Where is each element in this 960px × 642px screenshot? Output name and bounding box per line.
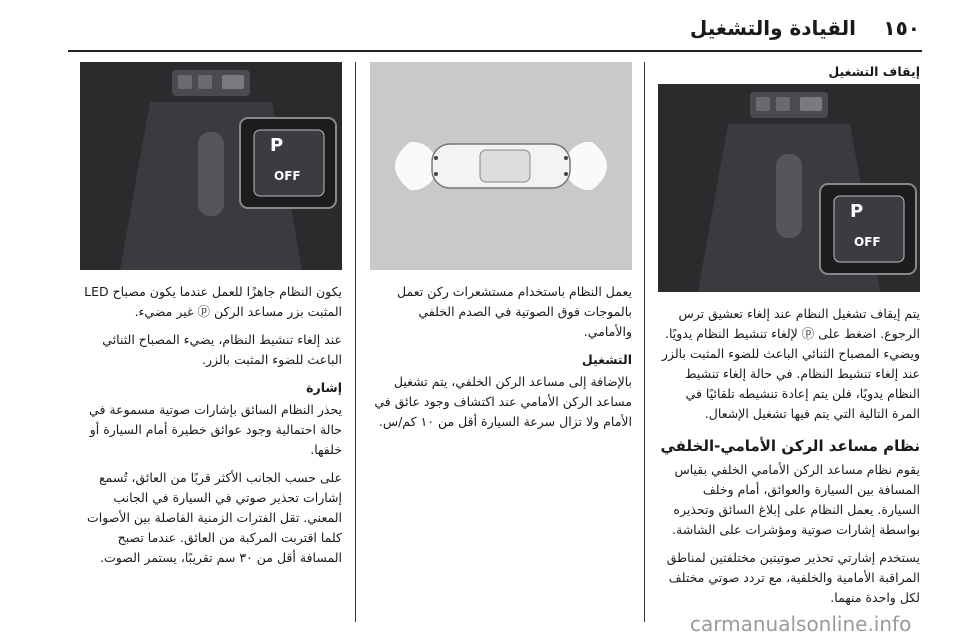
paragraph: عند إلغاء تنشيط النظام، يضيء المصباح الثنائي الباعث للضوء المثبت بالزر. bbox=[102, 332, 342, 367]
console-illustration bbox=[658, 84, 920, 292]
parking-button-photo bbox=[658, 84, 920, 292]
paragraph: يقوم نظام مساعد الركن الأمامي الخلفي بقياس المسافة بين السيارة والعوائق، أمام وخلف السيارة. يعمل النظام على إبلاغ السائق وتحذيره بواسطة إشارات صوتية ومؤشرات على الشاشة. bbox=[672, 462, 920, 537]
p-button-letter: P bbox=[850, 201, 864, 222]
page-number: ١٥٠ bbox=[883, 16, 920, 40]
off-button-label: OFF bbox=[854, 235, 881, 249]
console-illustration bbox=[80, 62, 342, 270]
paragraph: يحذر النظام السائق بإشارات صوتية مسموعة في حالة احتمالية وجود عوائق خطيرة أمام السيارة أو خلفها. bbox=[89, 402, 342, 457]
paragraph: بالإضافة إلى مساعد الركن الخلفي، يتم تشغيل مساعد الركن الأمامي عند اكتشاف وجود عائق في الأمام ولا تزال سرعة السيارة أقل من ١٠ كم/س. bbox=[374, 374, 632, 429]
watermark: carmanualsonline.info bbox=[690, 612, 912, 636]
paragraph: يتم إيقاف تشغيل النظام عند إلغاء تعشيق ترس الرجوع. اضغط على ⓟ لإلغاء تنشيط النظام يدويًا. ويضيء المصباح الثنائي الباعث للضوء المثبت بالزر عند إلغاء تنشيط النظام. في حالة إلغاء تنشيط النظام يدويًا، فلن يتم إعادة تنشيطه تلقائيًا في المرة التالية التي يتم فيها تشغيل الإشعال. bbox=[661, 306, 920, 421]
column-left bbox=[80, 62, 342, 576]
paragraph: على حسب الجانب الأكثر قربًا من العائق، تُسمع إشارات تحذير صوتي في السيارة في الجانب المعني. تقل الفترات الزمنية الفاصلة بين الأصوات كلما اقتربت المركبة من العائق. عندما تصبح المسافة أقل من ٣٠ سم تقريبًا، يستمر الصوت. bbox=[87, 470, 342, 565]
section-title-signal: إشارة bbox=[306, 380, 342, 395]
section-title-deactivation: إيقاف التشغيل bbox=[828, 64, 920, 79]
paragraph: يعمل النظام باستخدام مستشعرات ركن تعمل بالموجات فوق الصوتية في الصدم الخلفي والأمامي. bbox=[397, 284, 632, 339]
chapter-title: القيادة والتشغيل bbox=[689, 16, 856, 40]
paragraph: يكون النظام جاهزًا للعمل عندما يكون مصباح LED المثبت بزر مساعد الركن ⓟ غير مضيء. bbox=[84, 284, 342, 319]
column-middle bbox=[370, 62, 632, 440]
parking-button-photo bbox=[80, 62, 342, 270]
paragraph: يستخدم إشارتي تحذير صوتيتين مختلفتين لمناطق المراقبة الأمامية والخلفية، مع تردد صوتي مختلف لكل واحدة منهما. bbox=[666, 550, 920, 605]
column-divider bbox=[644, 62, 645, 622]
column-divider bbox=[355, 62, 356, 622]
header-rule bbox=[68, 50, 922, 52]
off-button-label: OFF bbox=[274, 169, 301, 183]
section-title-front-rear-assist: نظام مساعد الركن الأمامي-الخلفي bbox=[660, 437, 920, 455]
section-title-operation: التشغيل bbox=[581, 352, 632, 367]
p-button-letter: P bbox=[270, 135, 284, 156]
column-right bbox=[658, 62, 920, 616]
car-top-view-illustration bbox=[370, 62, 632, 270]
page-header bbox=[0, 0, 960, 52]
car-sensor-diagram bbox=[370, 62, 632, 270]
